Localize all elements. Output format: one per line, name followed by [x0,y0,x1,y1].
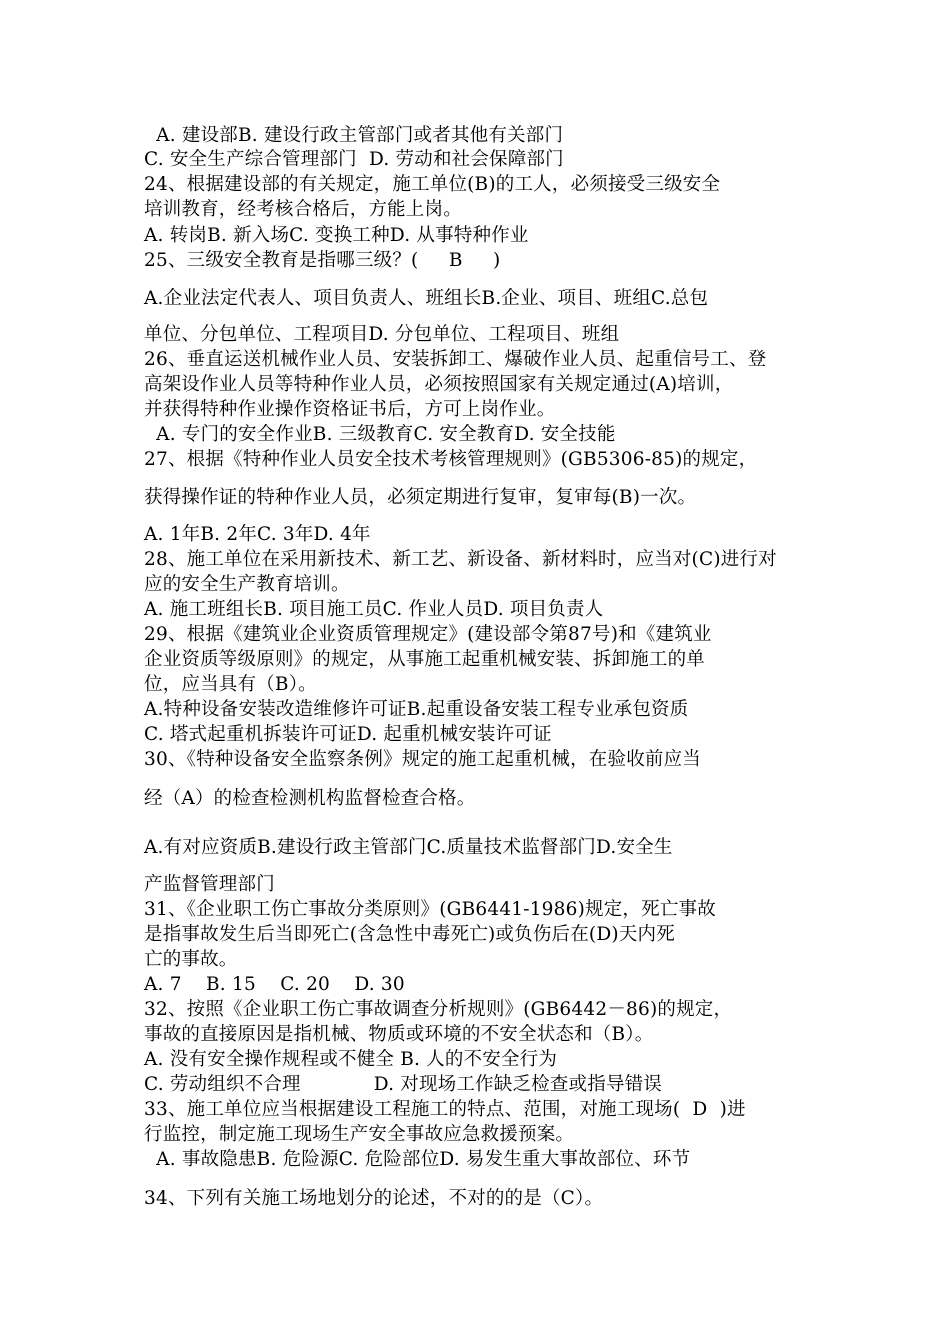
text-line: A. 转岗B. 新入场C. 变换工种D. 从事特种作业 [144,225,529,246]
text-line: 位，应当具有（B）。 [144,674,317,695]
text-line: 产监督管理部门 [144,874,275,895]
text-line: A.企业法定代表人、项目负责人、班组长B.企业、项目、班组C.总包 [144,288,709,309]
text-line: A. 事故隐患B. 危险源C. 危险部位D. 易发生重大事故部位、环节 [144,1149,691,1170]
text-line: 24、根据建设部的有关规定，施工单位(B)的工人，必须接受三级安全 [144,174,721,195]
text-line: 亡的事故。 [144,949,238,970]
text-line: 33、施工单位应当根据建设工程施工的特点、范围，对施工现场( D )进 [144,1099,746,1120]
text-line: 34、下列有关施工场地划分的论述，不对的的是（C）。 [144,1188,604,1209]
text-line: 28、施工单位在采用新技术、新工艺、新设备、新材料时，应当对(C)进行对 [144,549,777,570]
text-line: 是指事故发生后当即死亡(含急性中毒死亡)或负伤后在(D)天内死 [144,924,675,945]
text-line: 30、《特种设备安全监察条例》规定的施工起重机械，在验收前应当 [144,749,701,770]
text-line: 培训教育，经考核合格后，方能上岗。 [144,199,462,220]
text-line: C. 劳动组织不合理 D. 对现场工作缺乏检查或指导错误 [144,1074,663,1095]
text-line: A. 施工班组长B. 项目施工员C. 作业人员D. 项目负责人 [144,599,604,620]
text-line: A. 没有安全操作规程或不健全 B. 人的不安全行为 [144,1049,558,1070]
text-line: A. 建设部B. 建设行政主管部门或者其他有关部门 [144,125,564,146]
text-line: A.特种设备安装改造维修许可证B.起重设备安装工程专业承包资质 [144,699,689,720]
text-line: C. 塔式起重机拆装许可证D. 起重机械安装许可证 [144,724,552,745]
text-line: 31、《企业职工伤亡事故分类原则》(GB6441-1986)规定，死亡事故 [144,899,716,920]
text-line: 企业资质等级原则》的规定，从事施工起重机械安装、拆卸施工的单 [144,649,706,670]
text-line: C. 安全生产综合管理部门 D. 劳动和社会保障部门 [144,149,564,170]
text-line: 26、垂直运送机械作业人员、安装拆卸工、爆破作业人员、起重信号工、登 [144,349,767,370]
text-line: A. 1年B. 2年C. 3年D. 4年 [144,524,371,545]
text-line: 并获得特种作业操作资格证书后，方可上岗作业。 [144,399,556,420]
text-line: 27、根据《特种作业人员安全技术考核管理规则》(GB5306-85)的规定， [144,449,758,470]
text-line: 高架设作业人员等特种作业人员，必须按照国家有关规定通过(A)培训， [144,374,734,395]
text-line: A. 专门的安全作业B. 三级教育C. 安全教育D. 安全技能 [144,424,616,445]
text-line: 行监控，制定施工现场生产安全事故应急救援预案。 [144,1124,575,1145]
text-line: 单位、分包单位、工程项目D. 分包单位、工程项目、班组 [144,324,620,345]
text-line: A. 7 B. 15 C. 20 D. 30 [144,974,405,995]
text-line: 29、根据《建筑业企业资质管理规定》(建设部令第87号)和《建筑业 [144,624,712,645]
text-line: 获得操作证的特种作业人员，必须定期进行复审，复审每(B)一次。 [144,487,697,508]
text-line: 事故的直接原因是指机械、物质或环境的不安全状态和（B）。 [144,1024,654,1045]
text-line: 32、按照《企业职工伤亡事故调查分析规则》(GB6442－86)的规定， [144,999,733,1020]
text-line: 应的安全生产教育培训。 [144,574,350,595]
text-line: 经（A）的检查检测机构监督检查合格。 [144,788,476,809]
text-line: 25、三级安全教育是指哪三级？( B ) [144,250,501,271]
text-line: A.有对应资质B.建设行政主管部门C.质量技术监督部门D.安全生 [144,837,673,858]
